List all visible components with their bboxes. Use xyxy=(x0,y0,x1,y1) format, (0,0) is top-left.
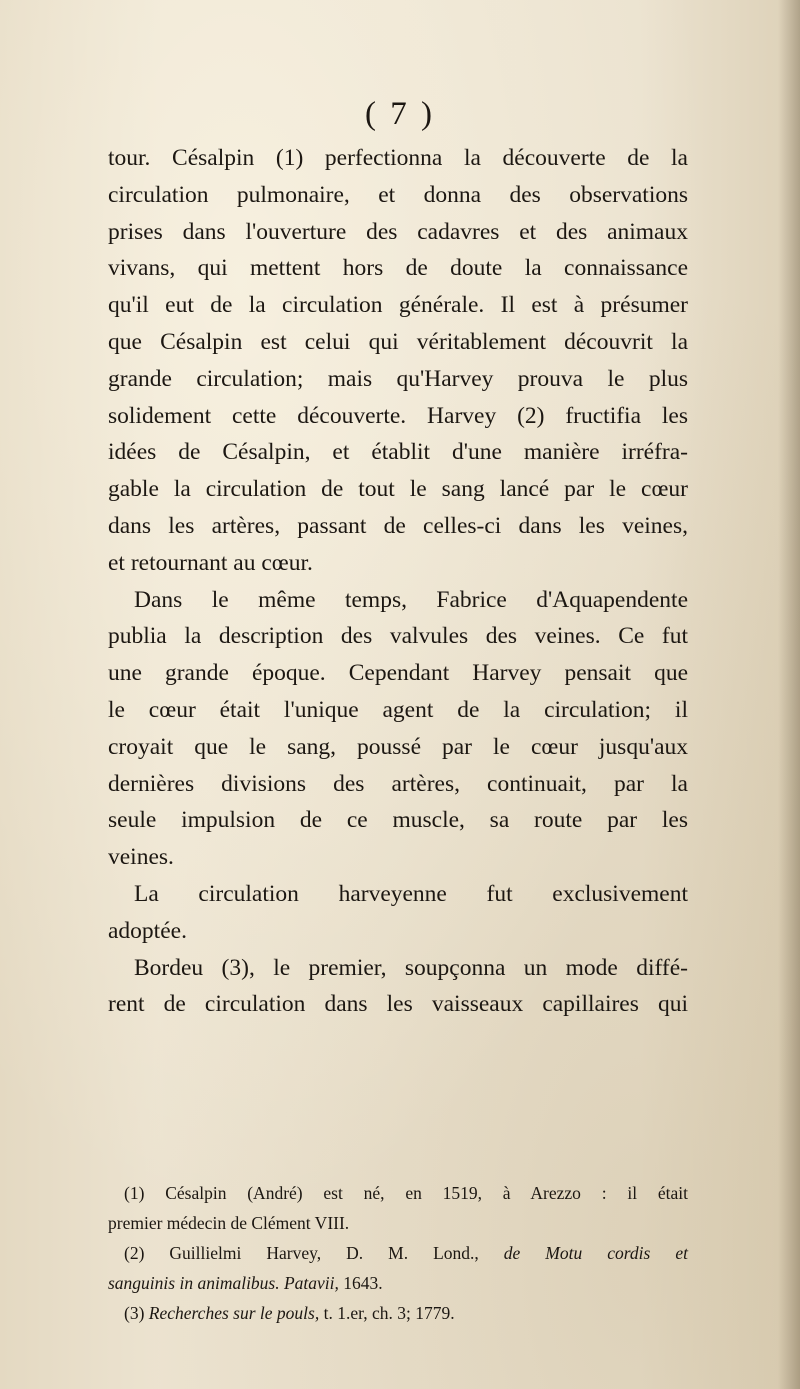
footnote-3-line xyxy=(108,1298,688,1328)
footnote-2-line xyxy=(108,1268,688,1298)
text-line: tour. Césalpin (1) perfectionna la découverte de la xyxy=(108,145,688,171)
text-line: une grande époque. Cependant Harvey pensait que xyxy=(108,660,688,687)
page-number: ( 7 ) xyxy=(365,96,435,132)
text-line: le cœur était l'unique agent de la circulation; il xyxy=(108,696,688,723)
text-line: et retournant au cœur. xyxy=(108,549,313,576)
text-line: Dans le même temps, Fabrice d'Aquapendente xyxy=(134,586,688,613)
text-line: solidement cette découverte. Harvey (2) fructifia les xyxy=(108,402,688,429)
text-line: Bordeu (3), le premier, soupçonna un mode diffé- xyxy=(134,954,688,981)
text-line: vivans, qui mettent hors de doute la connaissance xyxy=(108,255,688,282)
text-line: croyait que le sang, poussé par le cœur jusqu'aux xyxy=(108,733,688,760)
footnote-2-title: de Motu cordis et xyxy=(503,1243,688,1263)
text-line: idées de Césalpin, et établit d'une manière irréfra- xyxy=(108,439,688,466)
text-line: rent de circulation dans les vaisseaux capillaires qui xyxy=(108,991,688,1018)
text-line: circulation pulmonaire, et donna des observations xyxy=(108,181,688,208)
text-line: adoptée. xyxy=(108,917,187,944)
text-line: La circulation harveyenne fut exclusivement xyxy=(134,880,688,907)
page-edge-shadow xyxy=(778,0,800,1389)
text-line: dans les artères, passant de celles-ci dans les veines, xyxy=(108,512,688,539)
text-line: grande circulation; mais qu'Harvey prouva le plus xyxy=(108,365,688,392)
footnotes xyxy=(108,1178,688,1328)
text-line: veines. xyxy=(108,844,174,871)
text-line: dernières divisions des artères, continuait, par la xyxy=(108,770,688,797)
footnote-2-title: sanguinis in animalibus. Patavii, xyxy=(108,1273,339,1293)
text-line: prises dans l'ouverture des cadavres et des animaux xyxy=(108,218,688,245)
footnote-2-line xyxy=(108,1238,688,1268)
text-line: publia la description des valvules des veines. Ce fut xyxy=(108,623,688,650)
text-line: gable la circulation de tout le sang lancé par le cœur xyxy=(108,476,688,503)
footnote-3-details: t. 1.er, ch. 3; 1779. xyxy=(319,1303,455,1323)
footnote-2-year: 1643. xyxy=(338,1273,383,1293)
text-line: que Césalpin est celui qui véritablement découvrit la xyxy=(108,328,688,355)
footnote-1-line: premier médecin de Clément VIII. xyxy=(108,1213,350,1233)
footnote-3-number: (3) xyxy=(124,1303,149,1323)
text-line: qu'il eut de la circulation générale. Il est à présumer xyxy=(108,292,688,319)
text-line: seule impulsion de ce muscle, sa route par les xyxy=(108,807,688,834)
footnote-1-line: (1) Césalpin (André) est né, en 1519, à Arezzo : il était xyxy=(124,1183,688,1203)
footnote-2-author: (2) Guillielmi Harvey, D. M. Lond., xyxy=(124,1243,504,1263)
body-text xyxy=(108,140,688,1023)
footnote-3-title: Recherches sur le pouls, xyxy=(148,1303,320,1323)
